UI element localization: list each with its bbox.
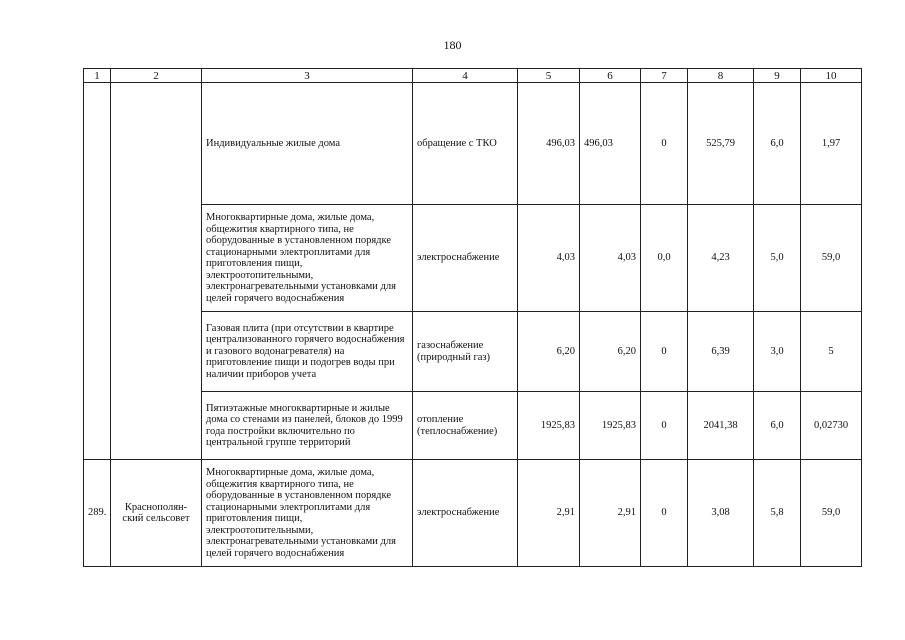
- value-cell: 4,03: [580, 205, 641, 312]
- value-cell: 3,0: [754, 312, 801, 392]
- value-cell: 6,20: [580, 312, 641, 392]
- value-cell: 0: [641, 83, 688, 205]
- description-cell: Индивидуальные жилые дома: [202, 83, 413, 205]
- page-number: 180: [443, 38, 462, 52]
- value-cell: 6,0: [754, 83, 801, 205]
- header-cell: 7: [641, 69, 688, 83]
- value-cell: 6,39: [688, 312, 754, 392]
- value-cell: 2,91: [580, 460, 641, 567]
- settlement-cell: [111, 83, 202, 460]
- value-cell: 3,08: [688, 460, 754, 567]
- value-cell: 5,0: [754, 205, 801, 312]
- value-cell: 4,23: [688, 205, 754, 312]
- value-cell: 0,02730: [801, 392, 862, 460]
- service-cell: газоснабжение (природный газ): [413, 312, 518, 392]
- value-cell: 2041,38: [688, 392, 754, 460]
- value-cell: 0: [641, 312, 688, 392]
- header-cell: 6: [580, 69, 641, 83]
- description-cell: Многоквартирные дома, жилые дома, общежития квартирного типа, не оборудованные в установленном порядке стационарными электроплитами для приготовления пищи, электроотопительными, электронагревательными установками для целей горячего водоснабжения: [202, 460, 413, 567]
- service-cell: обращение с ТКО: [413, 83, 518, 205]
- table-row: [84, 83, 862, 205]
- description-cell: Газовая плита (при отсутствии в квартире централизованного горячего водоснабжения и газового водонагревателя) на приготовление пищи и подогрев воды при наличии приборов учета: [202, 312, 413, 392]
- settlement-cell: Краснополян-ский сельсовет: [111, 460, 202, 567]
- value-cell: 6,20: [518, 312, 580, 392]
- value-cell: 0: [641, 460, 688, 567]
- value-cell: 0,0: [641, 205, 688, 312]
- value-cell: 5: [801, 312, 862, 392]
- value-cell: 0: [641, 392, 688, 460]
- header-cell: 5: [518, 69, 580, 83]
- row-number-cell: [84, 83, 111, 460]
- value-cell: 5,8: [754, 460, 801, 567]
- header-cell: 9: [754, 69, 801, 83]
- header-cell: 3: [202, 69, 413, 83]
- header-cell: 1: [84, 69, 111, 83]
- header-row: [84, 69, 862, 83]
- header-cell: 4: [413, 69, 518, 83]
- value-cell: 1925,83: [518, 392, 580, 460]
- tariff-table: [83, 68, 862, 567]
- value-cell: 1,97: [801, 83, 862, 205]
- description-cell: Многоквартирные дома, жилые дома, общежития квартирного типа, не оборудованные в установленном порядке стационарными электроплитами для приготовления пищи, электроотопительными, электронагревательными установками для целей горячего водоснабжения: [202, 205, 413, 312]
- value-cell: 59,0: [801, 460, 862, 567]
- value-cell: 59,0: [801, 205, 862, 312]
- header-cell: 8: [688, 69, 754, 83]
- value-cell: 2,91: [518, 460, 580, 567]
- header-cell: 10: [801, 69, 862, 83]
- value-cell: 496,03: [580, 83, 641, 205]
- value-cell: 496,03: [518, 83, 580, 205]
- row-number-cell: 289.: [84, 460, 111, 567]
- value-cell: 525,79: [688, 83, 754, 205]
- service-cell: электроснабжение: [413, 460, 518, 567]
- service-cell: отопление (теплоснабжение): [413, 392, 518, 460]
- value-cell: 4,03: [518, 205, 580, 312]
- value-cell: 1925,83: [580, 392, 641, 460]
- service-cell: электроснабжение: [413, 205, 518, 312]
- header-cell: 2: [111, 69, 202, 83]
- description-cell: Пятиэтажные многоквартирные и жилые дома со стенами из панелей, блоков до 1999 года постройки включительно по центральной группе территорий: [202, 392, 413, 460]
- table-row: [84, 460, 862, 567]
- value-cell: 6,0: [754, 392, 801, 460]
